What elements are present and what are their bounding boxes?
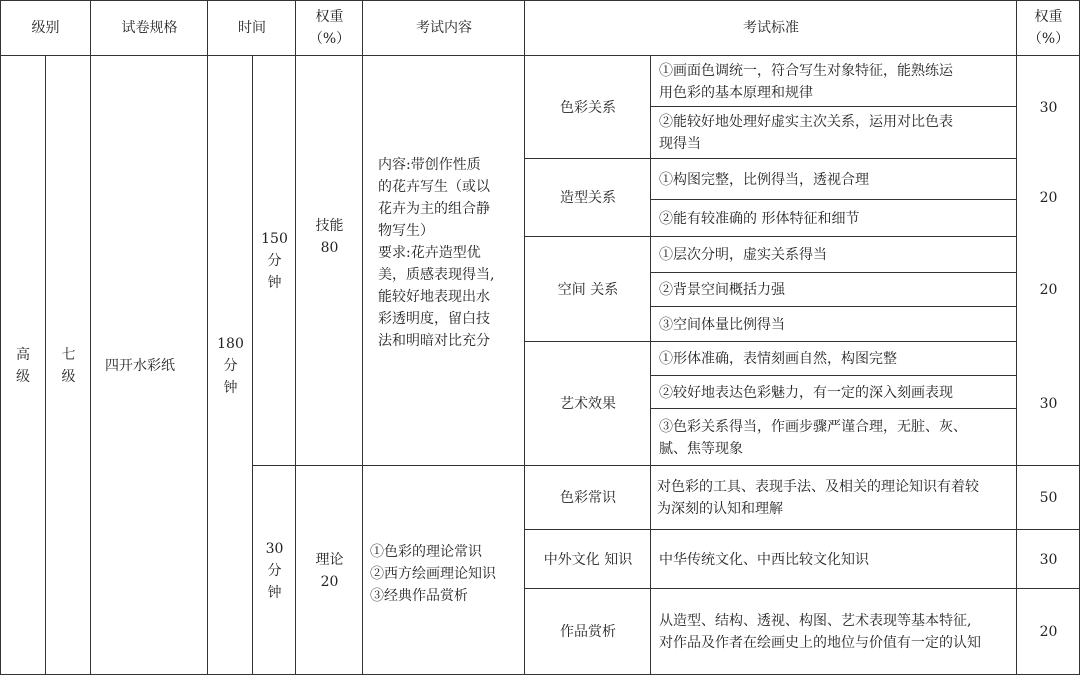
weight-value: 20 (1039, 190, 1058, 206)
category-color-relation (525, 56, 651, 159)
standard-item-text: ①层次分明，虚实关系得当 (659, 247, 827, 263)
weight-value-cell (1017, 342, 1080, 466)
standard-item (651, 159, 1017, 200)
theory-weight-cell (296, 466, 363, 675)
category-name: 色彩关系 (560, 99, 616, 116)
category-color-knowledge (525, 466, 651, 530)
skill-content-text: 内容:带创作性质 的花卉写生（或以 花卉为主的组合静 物写生） 要求:花卉造型优 美，质感表现得当, 能较好地表现出水 彩透明度，留白技 法和明暗对比充分 (378, 157, 495, 349)
total-time-cell (208, 56, 253, 675)
weight-value: 30 (1039, 396, 1058, 412)
category-name: 作品赏析 (560, 624, 616, 640)
skill-weight-cell (296, 56, 363, 466)
standard-item (651, 107, 1017, 159)
category-shape-relation (525, 159, 651, 237)
weight-value: 20 (1039, 624, 1058, 640)
weight-value: 50 (1039, 490, 1058, 506)
skill-content-cell (363, 56, 525, 466)
level-b-char2: 级 (61, 368, 76, 385)
weight-value-cell (1017, 530, 1080, 589)
paper-cell (91, 56, 208, 675)
category-space-relation (525, 237, 651, 342)
skill-weight-label: 技能 (315, 218, 344, 234)
standard-item-text: ②背景空间概括力强 (659, 282, 785, 298)
weight-value-cell (1017, 159, 1080, 237)
standard-item-text: ②能有较准确的 形体特征和细节 (659, 210, 860, 227)
header-weight2 (1017, 0, 1080, 56)
standard-item-text: ①形体准确，表情刻画自然，构图完整 (659, 351, 897, 367)
header-time (208, 0, 296, 56)
category-name: 中外文化 知识 (543, 551, 633, 568)
standard-item (651, 237, 1017, 273)
theory-time-num: 30 (265, 540, 284, 557)
header-paper (91, 0, 208, 56)
standard-item (651, 376, 1017, 409)
header-weight1 (296, 0, 363, 56)
theory-weight-label: 理论 (315, 551, 344, 568)
header-weight1-line1: 权重 (315, 9, 344, 25)
header-weight2-line2: （%） (1027, 31, 1070, 47)
standard-item (651, 342, 1017, 376)
level-b-cell (46, 56, 91, 675)
header-standard (525, 0, 1017, 56)
theory-time-unit1: 分 (267, 562, 282, 579)
standard-item-text: ③空间体量比例得当 (659, 316, 785, 333)
header-weight1-line2: （%） (308, 31, 351, 47)
category-work-appreciation (525, 589, 651, 675)
header-content-label: 考试内容 (416, 20, 472, 36)
total-time-unit2: 钟 (223, 379, 238, 396)
standard-item (651, 56, 1017, 107)
category-art-effect (525, 342, 651, 466)
standard-item-text: ①构图完整，比例得当，透视合理 (659, 171, 869, 188)
theory-desc-text: 对色彩的工具、表现手法、及相关的理论知识有着较 为深刻的认知和理解 (657, 479, 979, 517)
standard-item (651, 307, 1017, 342)
header-standard-label: 考试标准 (743, 20, 799, 36)
theory-weight-value: 20 (320, 573, 339, 590)
skill-weight-value: 80 (320, 240, 339, 256)
weight-value: 30 (1039, 99, 1058, 116)
standard-item-text: ②较好地表达色彩魅力，有一定的深入刻画表现 (659, 384, 953, 401)
theory-time-cell (253, 466, 296, 675)
skill-time-unit1: 分 (267, 253, 282, 269)
theory-desc (651, 466, 1017, 530)
category-culture-knowledge (525, 530, 651, 589)
header-level-label: 级别 (31, 20, 60, 36)
header-weight2-line1: 权重 (1034, 9, 1063, 25)
level-a-char1: 高 (16, 346, 30, 363)
weight-value-cell (1017, 466, 1080, 530)
category-name: 色彩常识 (560, 490, 616, 506)
skill-time-cell (253, 56, 296, 466)
weight-value-cell (1017, 589, 1080, 675)
category-name: 艺术效果 (560, 396, 616, 412)
weight-value-cell (1017, 56, 1080, 159)
level-a-char2: 级 (16, 368, 30, 385)
standard-item (651, 409, 1017, 466)
level-a-cell (0, 56, 46, 675)
weight-value-cell (1017, 237, 1080, 342)
theory-content-cell (363, 466, 525, 675)
theory-content-text: ①色彩的理论常识 ②西方绘画理论知识 ③经典作品赏析 (370, 543, 496, 604)
standard-item (651, 200, 1017, 237)
skill-time-unit2: 钟 (267, 275, 282, 291)
skill-time-num: 150 (261, 231, 288, 247)
total-time-unit1: 分 (223, 357, 238, 374)
category-name: 造型关系 (560, 190, 616, 206)
standard-item (651, 273, 1017, 307)
theory-desc-text: 从造型、结构、透视、构图、艺术表现等基本特征, 对作品及作者在绘画史上的地位与价值有一定的认知 (659, 613, 981, 651)
standard-item-text: ①画面色调统一，符合写生对象特征，能熟练运 用色彩的基本原理和规律 (659, 62, 953, 101)
theory-desc (651, 530, 1017, 589)
theory-desc (651, 589, 1017, 675)
paper-value: 四开水彩纸 (105, 357, 175, 374)
weight-value: 30 (1039, 551, 1058, 568)
standard-item-text: ③色彩关系得当，作画步骤严谨合理，无脏、灰、 腻、焦等现象 (659, 418, 967, 457)
header-level (0, 0, 91, 56)
total-time-num: 180 (217, 335, 244, 352)
header-paper-label: 试卷规格 (121, 20, 178, 36)
theory-time-unit2: 钟 (267, 584, 282, 601)
header-content (363, 0, 525, 56)
weight-value: 20 (1039, 281, 1058, 298)
theory-desc-text: 中华传统文化、中西比较文化知识 (659, 551, 869, 568)
header-time-label: 时间 (238, 20, 266, 36)
standard-item-text: ②能较好地处理好虚实主次关系，运用对比色表 现得当 (659, 114, 953, 152)
category-name: 空间 关系 (557, 281, 619, 298)
level-b-char1: 七 (61, 346, 76, 363)
